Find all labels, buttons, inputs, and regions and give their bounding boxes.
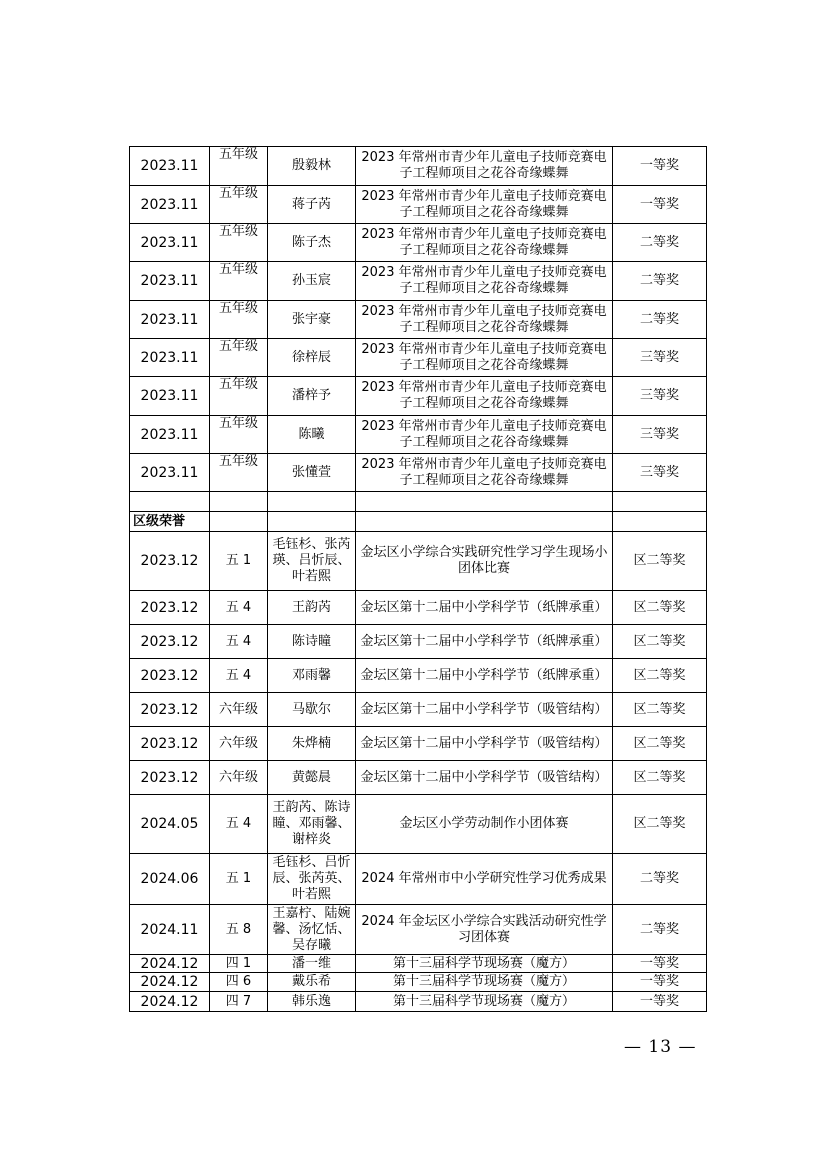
cell-award: 三等奖 [613, 377, 707, 416]
cell-event: 金坛区第十二届中小学科学节（纸牌承重） [356, 659, 613, 693]
cell-grade: 五年级 [210, 262, 268, 301]
cell-event: 2023 年常州市青少年儿童电子技师竞赛电子工程师项目之花谷奇缘蝶舞 [356, 339, 613, 377]
cell-name: 毛钰杉、吕忻辰、张芮英、叶若熙 [268, 854, 356, 905]
cell-grade: 五 4 [210, 795, 268, 854]
cell-grade: 五年级 [210, 416, 268, 454]
cell-event: 2023 年常州市青少年儿童电子技师竞赛电子工程师项目之花谷奇缘蝶舞 [356, 301, 613, 339]
cell-award: 二等奖 [613, 224, 707, 262]
cell-grade: 六年级 [210, 693, 268, 727]
cell-date: 2023.12 [130, 625, 210, 659]
cell-name: 陈诗瞳 [268, 625, 356, 659]
cell-name: 陈子杰 [268, 224, 356, 262]
cell-date: 2023.12 [130, 532, 210, 591]
cell-grade: 五年级 [210, 224, 268, 262]
awards-table-body [130, 147, 707, 1012]
cell-name: 潘梓予 [268, 377, 356, 416]
cell-name: 戴乐希 [268, 973, 356, 992]
cell-grade: 五年级 [210, 377, 268, 416]
cell-date: 2023.11 [130, 377, 210, 416]
cell-name: 潘一维 [268, 955, 356, 973]
cell-event: 2023 年常州市青少年儿童电子技师竞赛电子工程师项目之花谷奇缘蝶舞 [356, 224, 613, 262]
empty-cell [268, 512, 356, 532]
cell-event: 2023 年常州市青少年儿童电子技师竞赛电子工程师项目之花谷奇缘蝶舞 [356, 186, 613, 224]
cell-event: 第十三届科学节现场赛（魔方） [356, 992, 613, 1012]
section-header-row [130, 512, 707, 532]
cell-award: 二等奖 [613, 301, 707, 339]
table-row [130, 761, 707, 795]
cell-date: 2024.12 [130, 992, 210, 1012]
cell-award: 区二等奖 [613, 591, 707, 625]
cell-event: 2024 年常州市中小学研究性学习优秀成果 [356, 854, 613, 905]
cell-award: 一等奖 [613, 955, 707, 973]
table-row [130, 659, 707, 693]
cell-award: 三等奖 [613, 416, 707, 454]
table-row [130, 532, 707, 591]
cell-name: 王嘉柠、陆婉馨、汤忆恬、吴存曦 [268, 905, 356, 955]
cell-grade: 五 4 [210, 625, 268, 659]
table-row [130, 339, 707, 377]
cell-event: 2023 年常州市青少年儿童电子技师竞赛电子工程师项目之花谷奇缘蝶舞 [356, 454, 613, 492]
page-number: — 13 — [624, 1037, 697, 1057]
cell-award: 区二等奖 [613, 795, 707, 854]
cell-event: 第十三届科学节现场赛（魔方） [356, 973, 613, 992]
cell-date: 2023.12 [130, 591, 210, 625]
cell-name: 毛钰杉、张芮瑛、吕忻辰、叶若熙 [268, 532, 356, 591]
table-row [130, 224, 707, 262]
cell-date: 2023.11 [130, 301, 210, 339]
cell-date: 2023.12 [130, 727, 210, 761]
empty-cell [130, 492, 210, 512]
cell-grade: 五年级 [210, 301, 268, 339]
cell-award: 区二等奖 [613, 693, 707, 727]
cell-date: 2024.12 [130, 955, 210, 973]
cell-name: 黄懿晨 [268, 761, 356, 795]
cell-event: 金坛区小学综合实践研究性学习学生现场小团体比赛 [356, 532, 613, 591]
cell-grade: 四 7 [210, 992, 268, 1012]
cell-date: 2023.12 [130, 761, 210, 795]
cell-event: 2024 年金坛区小学综合实践活动研究性学习团体赛 [356, 905, 613, 955]
cell-award: 二等奖 [613, 854, 707, 905]
cell-date: 2024.05 [130, 795, 210, 854]
cell-name: 陈曦 [268, 416, 356, 454]
empty-cell [268, 492, 356, 512]
cell-event: 2023 年常州市青少年儿童电子技师竞赛电子工程师项目之花谷奇缘蝶舞 [356, 262, 613, 301]
cell-grade: 六年级 [210, 727, 268, 761]
table-row [130, 905, 707, 955]
table-row [130, 416, 707, 454]
table-row [130, 973, 707, 992]
cell-grade: 五年级 [210, 454, 268, 492]
cell-award: 区二等奖 [613, 761, 707, 795]
empty-row [130, 492, 707, 512]
table-row [130, 186, 707, 224]
empty-cell [356, 512, 613, 532]
cell-grade: 五年级 [210, 147, 268, 186]
cell-name: 张懂萱 [268, 454, 356, 492]
table-row [130, 454, 707, 492]
cell-grade: 五 8 [210, 905, 268, 955]
cell-date: 2023.12 [130, 693, 210, 727]
cell-award: 区二等奖 [613, 625, 707, 659]
cell-award: 区二等奖 [613, 532, 707, 591]
cell-date: 2023.11 [130, 454, 210, 492]
cell-event: 2023 年常州市青少年儿童电子技师竞赛电子工程师项目之花谷奇缘蝶舞 [356, 416, 613, 454]
table-row [130, 955, 707, 973]
cell-event: 金坛区第十二届中小学科学节（吸管结构） [356, 693, 613, 727]
cell-name: 殷毅林 [268, 147, 356, 186]
table-row [130, 727, 707, 761]
cell-event: 第十三届科学节现场赛（魔方） [356, 955, 613, 973]
cell-date: 2024.12 [130, 973, 210, 992]
cell-event: 金坛区第十二届中小学科学节（纸牌承重） [356, 625, 613, 659]
cell-award: 一等奖 [613, 147, 707, 186]
cell-award: 区二等奖 [613, 727, 707, 761]
cell-grade: 六年级 [210, 761, 268, 795]
cell-event: 金坛区第十二届中小学科学节（吸管结构） [356, 727, 613, 761]
cell-event: 2023 年常州市青少年儿童电子技师竞赛电子工程师项目之花谷奇缘蝶舞 [356, 147, 613, 186]
cell-award: 区二等奖 [613, 659, 707, 693]
table-row [130, 625, 707, 659]
cell-date: 2024.06 [130, 854, 210, 905]
empty-cell [210, 492, 268, 512]
cell-name: 马歇尔 [268, 693, 356, 727]
cell-award: 二等奖 [613, 905, 707, 955]
empty-cell [356, 492, 613, 512]
table-row [130, 147, 707, 186]
empty-cell [210, 512, 268, 532]
cell-name: 徐梓辰 [268, 339, 356, 377]
cell-date: 2024.11 [130, 905, 210, 955]
cell-name: 蒋子芮 [268, 186, 356, 224]
cell-name: 朱烨楠 [268, 727, 356, 761]
cell-date: 2023.11 [130, 147, 210, 186]
table-row [130, 262, 707, 301]
cell-award: 三等奖 [613, 454, 707, 492]
table-row [130, 795, 707, 854]
cell-award: 一等奖 [613, 973, 707, 992]
table-row [130, 854, 707, 905]
cell-grade: 五 4 [210, 659, 268, 693]
empty-cell [613, 492, 707, 512]
cell-name: 韩乐逸 [268, 992, 356, 1012]
cell-date: 2023.11 [130, 186, 210, 224]
cell-grade: 四 1 [210, 955, 268, 973]
cell-event: 金坛区小学劳动制作小团体赛 [356, 795, 613, 854]
cell-grade: 五年级 [210, 339, 268, 377]
cell-award: 三等奖 [613, 339, 707, 377]
cell-event: 2023 年常州市青少年儿童电子技师竞赛电子工程师项目之花谷奇缘蝶舞 [356, 377, 613, 416]
cell-date: 2023.11 [130, 224, 210, 262]
cell-award: 一等奖 [613, 992, 707, 1012]
cell-date: 2023.12 [130, 659, 210, 693]
cell-award: 一等奖 [613, 186, 707, 224]
cell-name: 王韵芮、陈诗瞳、邓雨馨、谢梓炎 [268, 795, 356, 854]
cell-event: 金坛区第十二届中小学科学节（吸管结构） [356, 761, 613, 795]
cell-grade: 五 4 [210, 591, 268, 625]
cell-name: 王韵芮 [268, 591, 356, 625]
cell-date: 2023.11 [130, 339, 210, 377]
cell-grade: 五 1 [210, 532, 268, 591]
awards-table [129, 146, 707, 1012]
section-title: 区级荣誉 [130, 512, 210, 532]
table-row [130, 992, 707, 1012]
table-row [130, 377, 707, 416]
cell-date: 2023.11 [130, 416, 210, 454]
cell-name: 邓雨馨 [268, 659, 356, 693]
cell-name: 孙玉宸 [268, 262, 356, 301]
cell-award: 二等奖 [613, 262, 707, 301]
cell-event: 金坛区第十二届中小学科学节（纸牌承重） [356, 591, 613, 625]
table-row [130, 693, 707, 727]
cell-date: 2023.11 [130, 262, 210, 301]
table-row [130, 591, 707, 625]
table-row [130, 301, 707, 339]
empty-cell [613, 512, 707, 532]
cell-name: 张宇豪 [268, 301, 356, 339]
cell-grade: 四 6 [210, 973, 268, 992]
cell-grade: 五 1 [210, 854, 268, 905]
cell-grade: 五年级 [210, 186, 268, 224]
